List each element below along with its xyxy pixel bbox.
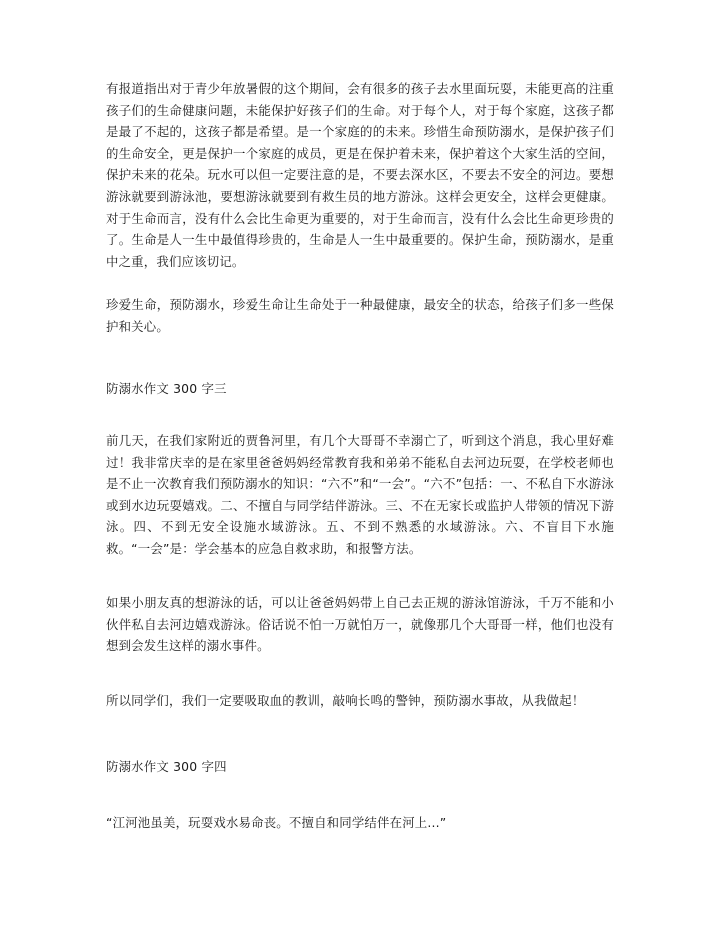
paragraph-quote-opening: “江河池虽美，玩耍戏水易命丧。不擅自和同学结伴在河上...” — [106, 815, 447, 830]
paragraph-summer-drowning: 有报道指出对于青少年放暑假的这个期间，会有很多的孩子去水里面玩耍，未能更高的注重孩子们的生命健康问题，未能保护好孩子们的生命。对于每个人，对于每个家庭，这孩子都是最了不起的，这孩子都是希望。是一个家庭的的未来。珍惜生命预防溺水，是保护孩子们的生命安全，更是保护一个家庭的成员，更是在保护着未来，保护着这个大家生活的空间，保护未来的花朵。玩水可以但一定要注意的是，不要去深水区，不要去不安全的河边。要想游泳就要到游泳池，要想游泳就要到有救生员的地方游泳。这样会更安全，这样会更健康。对于生命而言，没有什么会比生命更为重要的，对于生命而言，没有什么会比生命更珍贵的了。生命是人一生中最值得珍贵的，生命是人一生中最重要的。保护生命，预防溺水，是重中之重，我们应该切记。 — [106, 81, 614, 269]
paragraph-six-nots: 前几天，在我们家附近的贾鲁河里，有几个大哥哥不幸溺亡了，听到这个消息，我心里好难过！我非常庆幸的是在家里爸爸妈妈经常教育我和弟弟不能私自去河边玩耍，在学校老师也是不止一次教育我们预防溺水的知识：“六不”和“一会”。“六不”包括：一、不私自下水游泳或到水边玩耍嬉戏。二、不擅自与同学结伴游泳。三、不在无家长或监护人带领的情况下游泳。四、不到无安全设施水域游泳。五、不到不熟悉的水域游泳。六、不盲目下水施救。“一会”是：学会基本的应急自救求助，和报警方法。 — [106, 433, 614, 556]
paragraph-cherish-life: 珍爱生命，预防溺水，珍爱生命让生命处于一种最健康，最安全的状态，给孩子们多一些保护和关心。 — [106, 297, 614, 334]
heading-essay-four: 防溺水作文 300 字四 — [106, 759, 227, 774]
paragraph-swimming-pool: 如果小朋友真的想游泳的话，可以让爸爸妈妈带上自己去正规的游泳馆游泳，千万不能和小伙伴私自去河边嬉戏游泳。俗话说不怕一万就怕万一，就像那几个大哥哥一样，他们也没有想到会发生这样的溺水事件。 — [106, 595, 614, 654]
paragraph-lesson: 所以同学们，我们一定要吸取血的教训，敲响长鸣的警钟，预防溺水事故，从我做起！ — [106, 693, 585, 708]
heading-essay-three: 防溺水作文 300 字三 — [106, 381, 227, 396]
